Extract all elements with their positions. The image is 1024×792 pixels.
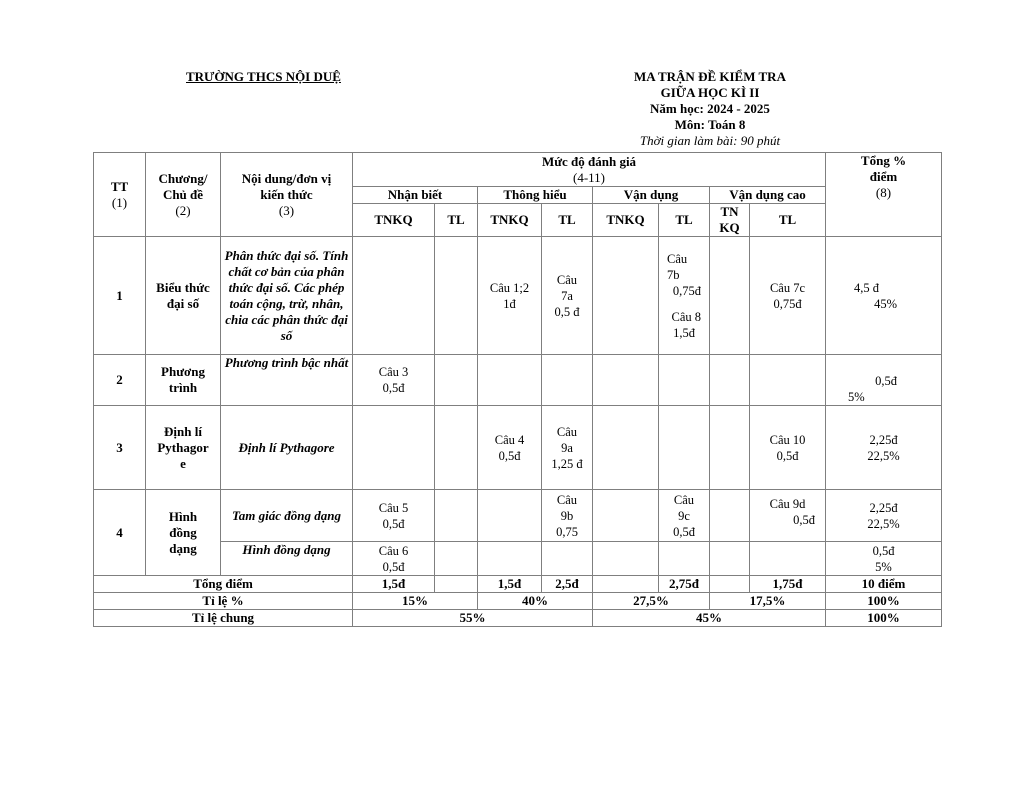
cell-vdc-tnkq [710,406,750,490]
cell-vdc-tnkq [710,237,750,355]
title-line-1: MA TRẬN ĐỀ KIỂM TRA [634,69,786,84]
header-vd-tnkq: TNKQ [593,204,659,237]
table-row [94,490,942,542]
cell-vd-tl: Câu 9c 0,5đ [659,490,710,542]
sum-nb-tnkq: 1,5đ [353,576,435,593]
summary-label: Tổng điểm [94,576,353,593]
header-nb-tnkq: TNKQ [353,204,435,237]
sum-vdc-tnkq [710,576,750,593]
header-chapter: Chương/ Chủ đề (2) [146,153,221,237]
summary-row-percent [94,593,942,610]
overall-left: 55% [353,610,593,627]
cell-vdc-tnkq [710,355,750,406]
cell-th-tnkq: Câu 4 0,5đ [478,406,542,490]
header-nhan-biet: Nhận biết [353,187,478,204]
row-chapter: Hình đồng dạng [146,490,221,576]
cell-th-tl: Câu 9b 0,75 [542,490,593,542]
cell-th-tl: Câu 9a 1,25 đ [542,406,593,490]
cell-vdc-tl: Câu 7c 0,75đ [750,237,826,355]
header-tt: TT (1) [94,153,146,237]
row-content: Hình đồng dạng [221,542,353,576]
sum-vdc-tl: 1,75đ [750,576,826,593]
cell-total: 2,25đ 22,5% [826,406,942,490]
subject: Môn: Toán 8 [674,117,746,132]
cell-vd-tnkq [593,355,659,406]
pct-th: 40% [478,593,593,610]
cell-total: 0,5đ 5% [826,542,942,576]
cell-th-tl [542,355,593,406]
cell-total: 0,5đ 5% [826,355,942,406]
cell-vdc-tl: Câu 10 0,5đ [750,406,826,490]
cell-nb-tl [435,355,478,406]
row-chapter: Phương trình [146,355,221,406]
pct-vd: 27,5% [593,593,710,610]
row-content: Phân thức đại số. Tính chất cơ bản của phân thức đại số. Các phép toán cộng, trừ, nhân, chia các phân thức đại số [221,237,353,355]
row-content: Định lí Pythagore [221,406,353,490]
cell-vd-tnkq [593,490,659,542]
cell-nb-tnkq: Câu 6 0,5đ [353,542,435,576]
header-van-dung: Vận dụng [593,187,710,204]
cell-th-tnkq [478,542,542,576]
sum-nb-tl [435,576,478,593]
summary-row-total-points [94,576,942,593]
cell-th-tnkq [478,355,542,406]
header-th-tnkq: TNKQ [478,204,542,237]
header-vdc-tl: TL [750,204,826,237]
row-chapter: Định lí Pythagor e [146,406,221,490]
row-content: Phương trình bậc nhất [221,355,353,406]
cell-vdc-tnkq [710,542,750,576]
cell-th-tl: Câu 7a 0,5 đ [542,237,593,355]
cell-th-tl [542,542,593,576]
cell-vd-tl [659,542,710,576]
cell-vdc-tl: Câu 9d 0,5đ [750,490,826,542]
cell-nb-tl [435,490,478,542]
table-row [94,542,942,576]
cell-vd-tl [659,355,710,406]
row-content: Tam giác đồng dạng [221,490,353,542]
header-van-dung-cao: Vận dụng cao [710,187,826,204]
cell-th-tnkq [478,490,542,542]
cell-vdc-tnkq [710,490,750,542]
cell-vd-tl [659,406,710,490]
header-level: Mức độ đánh giá (4-11) [353,153,826,187]
summary-row-overall [94,610,942,627]
sum-vd-tl: 2,75đ [659,576,710,593]
row-chapter: Biểu thức đại số [146,237,221,355]
cell-vdc-tl [750,355,826,406]
sum-th-tnkq: 1,5đ [478,576,542,593]
cell-vdc-tl [750,542,826,576]
header-thong-hieu: Thông hiểu [478,187,593,204]
title-line-2: GIỮA HỌC KÌ II [660,85,760,100]
pct-total: 100% [826,593,942,610]
header-total: Tổng % điểm (8) [826,153,942,237]
cell-th-tnkq: Câu 1;2 1đ [478,237,542,355]
summary-label: Tỉ lệ chung [94,610,353,627]
table-row [94,237,942,355]
table-row [94,406,942,490]
cell-total: 4,5 đ 45% [826,237,942,355]
cell-vd-tnkq [593,406,659,490]
cell-vd-tl: Câu 7b 0,75đ Câu 8 1,5đ [659,237,710,355]
row-tt: 3 [94,406,146,490]
cell-nb-tl [435,542,478,576]
header-content: Nội dung/đơn vị kiến thức (3) [221,153,353,237]
school-name: TRƯỜNG THCS NỘI DUỆ [186,69,341,84]
cell-nb-tnkq: Câu 3 0,5đ [353,355,435,406]
header-row-1 [94,153,942,187]
summary-label: Tỉ lệ % [94,593,353,610]
assessment-matrix-table [93,152,942,627]
cell-nb-tnkq [353,237,435,355]
cell-vd-tnkq [593,542,659,576]
cell-nb-tl [435,406,478,490]
row-tt: 2 [94,355,146,406]
header-th-tl: TL [542,204,593,237]
sum-th-tl: 2,5đ [542,576,593,593]
header-vd-tl: TL [659,204,710,237]
title-block [600,69,820,149]
sum-vd-tnkq [593,576,659,593]
sum-total: 10 điểm [826,576,942,593]
overall-total: 100% [826,610,942,627]
school-year: Năm học: 2024 - 2025 [650,101,770,116]
exam-duration: Thời gian làm bài: 90 phút [639,133,781,148]
cell-nb-tnkq [353,406,435,490]
row-tt: 1 [94,237,146,355]
header-vdc-tnkq: TN KQ [710,204,750,237]
pct-vdc: 17,5% [710,593,826,610]
cell-nb-tnkq: Câu 5 0,5đ [353,490,435,542]
cell-vd-tnkq [593,237,659,355]
header-nb-tl: TL [435,204,478,237]
cell-nb-tl [435,237,478,355]
row-tt: 4 [94,490,146,576]
pct-nb: 15% [353,593,478,610]
overall-right: 45% [593,610,826,627]
table-row [94,355,942,406]
cell-total: 2,25đ 22,5% [826,490,942,542]
